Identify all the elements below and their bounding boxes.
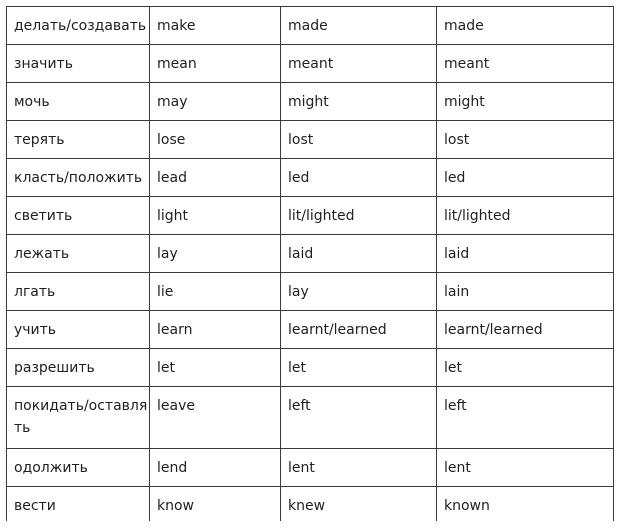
past-participle-cell: led [437,159,614,197]
past-participle-cell: might [437,83,614,121]
table-row [7,121,614,159]
russian-cell: класть/положить [7,159,150,197]
table-row [7,487,614,521]
past-simple-cell: lent [281,449,437,487]
past-participle-cell: lain [437,273,614,311]
infinitive-cell: lay [150,235,281,273]
table-row [7,311,614,349]
infinitive-cell: mean [150,45,281,83]
past-participle-cell: lent [437,449,614,487]
past-participle-cell: laid [437,235,614,273]
russian-cell: покидать/оставлять [7,387,150,449]
russian-cell: лгать [7,273,150,311]
infinitive-cell: light [150,197,281,235]
russian-cell: значить [7,45,150,83]
past-simple-cell: learnt/learned [281,311,437,349]
russian-cell: светить [7,197,150,235]
table-row [7,45,614,83]
past-participle-cell: lost [437,121,614,159]
past-simple-cell: let [281,349,437,387]
past-participle-cell: known [437,487,614,521]
table-row [7,449,614,487]
infinitive-cell: make [150,7,281,45]
table-body [7,7,614,521]
past-simple-cell: laid [281,235,437,273]
infinitive-cell: lose [150,121,281,159]
russian-cell: делать/создавать [7,7,150,45]
table-row [7,83,614,121]
infinitive-cell: lie [150,273,281,311]
past-simple-cell: lost [281,121,437,159]
russian-cell: мочь [7,83,150,121]
past-simple-cell: made [281,7,437,45]
table-row [7,235,614,273]
past-simple-cell: knew [281,487,437,521]
irregular-verbs-table [6,6,614,521]
infinitive-cell: let [150,349,281,387]
past-participle-cell: lit/lighted [437,197,614,235]
table-row [7,7,614,45]
past-simple-cell: left [281,387,437,449]
past-simple-cell: meant [281,45,437,83]
russian-cell: терять [7,121,150,159]
infinitive-cell: lend [150,449,281,487]
infinitive-cell: lead [150,159,281,197]
russian-cell: одолжить [7,449,150,487]
infinitive-cell: may [150,83,281,121]
past-simple-cell: led [281,159,437,197]
past-participle-cell: meant [437,45,614,83]
russian-cell: лежать [7,235,150,273]
past-simple-cell: lit/lighted [281,197,437,235]
past-participle-cell: let [437,349,614,387]
russian-cell: вести [7,487,150,521]
table-row [7,387,614,449]
russian-cell: учить [7,311,150,349]
past-participle-cell: learnt/learned [437,311,614,349]
table-row [7,273,614,311]
infinitive-cell: know [150,487,281,521]
table-row [7,159,614,197]
past-simple-cell: might [281,83,437,121]
infinitive-cell: leave [150,387,281,449]
infinitive-cell: learn [150,311,281,349]
russian-cell: разрешить [7,349,150,387]
past-simple-cell: lay [281,273,437,311]
table-row [7,197,614,235]
table-row [7,349,614,387]
past-participle-cell: made [437,7,614,45]
past-participle-cell: left [437,387,614,449]
